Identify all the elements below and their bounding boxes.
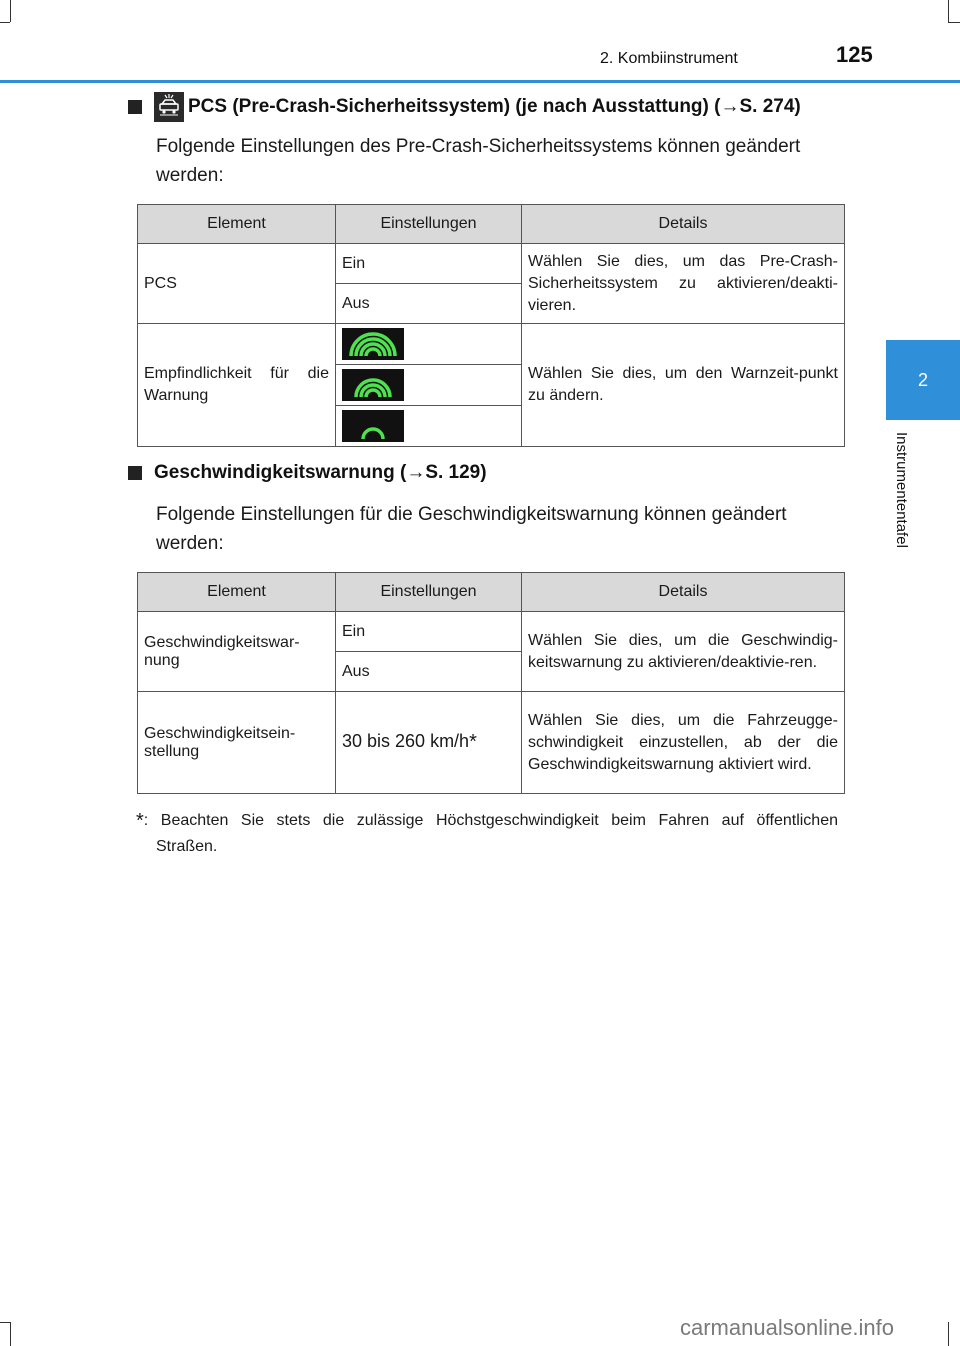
crop-mark <box>10 0 11 22</box>
cell-setting-range <box>336 692 522 794</box>
section-heading-pcs <box>128 92 801 122</box>
crop-mark <box>0 22 10 23</box>
table-row <box>138 612 845 652</box>
cell-element: Geschwindigkeitswar-nung <box>138 612 336 692</box>
speed-settings-table <box>137 572 845 794</box>
footnote-marker: * <box>136 810 144 832</box>
cell-setting-on: Ein <box>336 244 522 284</box>
cell-details: Wählen Sie dies, um die Fahrzeugge-schwindigkeit einzustellen, ab der die Geschwindigkeitswarnung aktiviert wird. <box>522 692 845 794</box>
cell-setting-on: Ein <box>336 612 522 652</box>
footnote-text: : Beachten Sie stets die zulässige Höchstgeschwindigkeit beim Fahren auf öffentlichen <box>143 812 838 829</box>
chapter-tab: 2 <box>886 340 960 420</box>
cell-setting-icon <box>336 324 522 365</box>
table-header-row <box>138 205 845 244</box>
crop-mark <box>948 1322 949 1346</box>
pcs-car-icon <box>154 92 184 122</box>
footnote-marker: * <box>469 731 477 753</box>
cell-setting-icon <box>336 406 522 447</box>
header-element: Element <box>138 573 336 612</box>
chapter-tab-label: Instrumententafel <box>893 432 910 548</box>
footnote <box>136 808 838 860</box>
header-details: Details <box>522 573 845 612</box>
crop-mark <box>10 1322 11 1346</box>
table-row <box>138 244 845 284</box>
sensitivity-medium-icon <box>342 369 404 401</box>
section-intro: Folgende Einstellungen für die Geschwindigkeitswarnung können geändert werden: <box>156 504 787 554</box>
crop-mark <box>948 22 960 23</box>
page-number: 125 <box>836 42 873 67</box>
chapter-title: 2. Kombiinstrument <box>600 50 738 67</box>
header-settings: Einstellungen <box>336 573 522 612</box>
section-title: Geschwindigkeitswarnung (→S. 129) <box>154 462 487 483</box>
header-element: Element <box>138 205 336 244</box>
cell-details: Wählen Sie dies, um das Pre-Crash-Sicherheitssystem zu aktivieren/deakti-vieren. <box>522 244 845 324</box>
sensitivity-high-icon <box>342 328 404 360</box>
header-details: Details <box>522 205 845 244</box>
cell-details: Wählen Sie dies, um den Warnzeit-punkt zu ändern. <box>522 324 845 447</box>
watermark: carmanualsonline.info <box>680 1315 895 1340</box>
pcs-settings-table <box>137 204 845 447</box>
cell-setting-off: Aus <box>336 652 522 692</box>
section-title: PCS (Pre-Crash-Sicherheitssystem) (je nach Ausstattung) (→S. 274) <box>188 96 801 117</box>
table-header-row <box>138 573 845 612</box>
sensitivity-low-icon <box>342 410 404 442</box>
section-heading-speed <box>128 462 487 484</box>
cell-setting-icon <box>336 365 522 406</box>
speed-range: 30 bis 260 km/h <box>342 731 470 751</box>
table-row <box>138 692 845 794</box>
cell-setting-off: Aus <box>336 284 522 324</box>
crop-mark <box>0 1322 10 1323</box>
bullet-square-icon <box>128 100 142 114</box>
cell-element: PCS <box>138 244 336 324</box>
footnote-text: Straßen. <box>156 838 218 855</box>
section-intro: Folgende Einstellungen des Pre-Crash-Sicherheitssystems können geändert werden: <box>156 136 801 186</box>
crop-mark <box>948 0 949 22</box>
bullet-square-icon <box>128 466 142 480</box>
cell-details: Wählen Sie dies, um die Geschwindig-keitswarnung zu aktivieren/deaktivie-ren. <box>522 612 845 692</box>
header-settings: Einstellungen <box>336 205 522 244</box>
cell-element: Geschwindigkeitsein-stellung <box>138 692 336 794</box>
cell-element: Empfindlichkeit für die Warnung <box>138 324 336 447</box>
header-rule <box>0 80 960 83</box>
table-row <box>138 324 845 365</box>
